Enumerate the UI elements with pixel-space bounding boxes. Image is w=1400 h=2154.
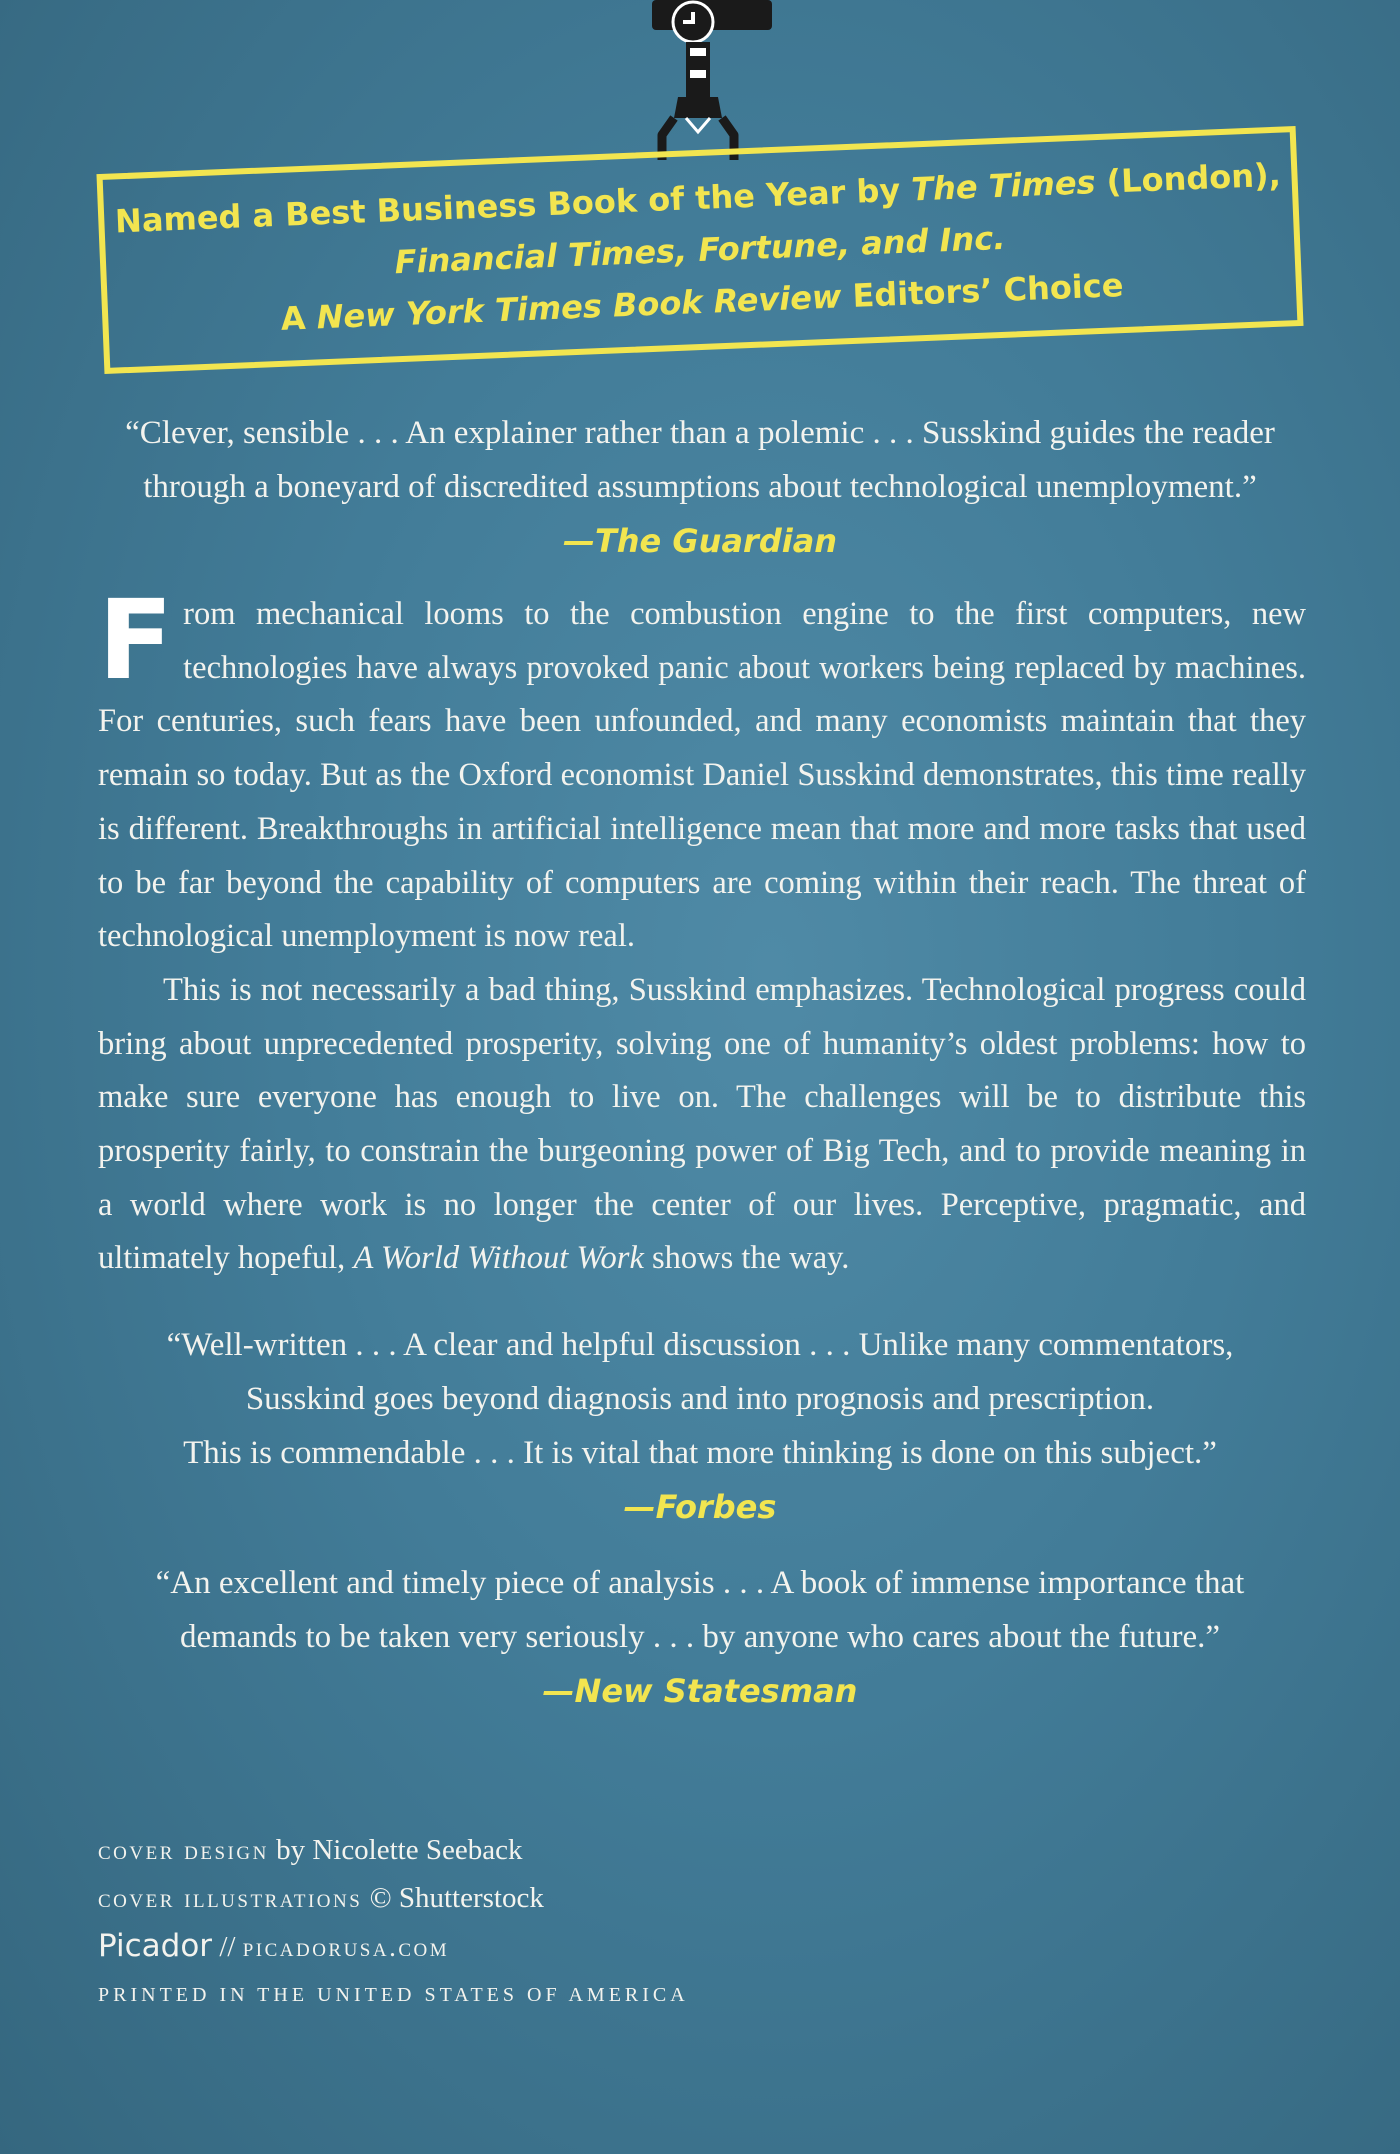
book-title: A World Without Work — [353, 1240, 644, 1277]
separator: // — [212, 1931, 243, 1963]
quote-line: through a boneyard of discredited assumptions about technological unemployment.” — [143, 469, 1257, 505]
cover-illustrations-credit — [98, 1874, 689, 1922]
quote-line: “Well-written . . . A clear and helpful discussion . . . Unlike many commentators, — [166, 1327, 1234, 1363]
robot-claw-illustration — [648, 0, 778, 165]
award-line-3-italic: New York Times Book Review — [315, 277, 843, 337]
award-line-3-text: A — [280, 298, 318, 338]
award-line-1-text: Named a Best Business Book of the Year by — [114, 170, 913, 241]
cover-design-credit — [98, 1826, 689, 1874]
description-paragraph-1 — [98, 576, 1306, 964]
award-line-1-italic: The Times — [910, 163, 1097, 209]
paragraph-text: rom mechanical looms to the combustion engine to the first computers, new technologies have always provoked panic about workers being replaced by machines. For centuries, such fears have been unfounded, and many economists maintain that they remain so today. But as the Oxford economist Daniel Susskind demonstrates, this time really is different. Breakthroughs in artificial intelligence mean that more and more tasks that used to be far beyond the capability of computers are coming within their reach. The threat of technological unemployment is now real. — [98, 596, 1306, 955]
award-banner — [96, 126, 1303, 374]
quote-line: Susskind goes beyond diagnosis and into prognosis and prescription. — [245, 1381, 1155, 1417]
quote-line: demands to be taken very seriously . . . by anyone who cares about the future.” — [179, 1619, 1221, 1655]
review-quote-new-statesman — [90, 1556, 1310, 1718]
printed-in-usa: PRINTED IN THE UNITED STATES OF AMERICA — [98, 1984, 689, 2006]
award-line-2: Financial Times, Fortune, and Inc. — [393, 218, 1007, 282]
description-paragraph-2 — [98, 964, 1306, 1286]
quote-source: —The Guardian — [562, 522, 838, 560]
quote-line: This is commendable . . . It is vital that more thinking is done on this subject.” — [183, 1435, 1217, 1471]
review-quote-guardian — [90, 406, 1310, 568]
credit-value: by Nicolette Seeback — [268, 1834, 523, 1866]
credit-label: cover illustrations — [98, 1883, 363, 1913]
award-line-1-end: (London), — [1094, 155, 1282, 202]
credit-value: © Shutterstock — [362, 1882, 544, 1914]
book-description — [98, 576, 1306, 1286]
publisher-website: picadorusa.com — [242, 1932, 450, 1962]
cover-credits — [98, 1826, 689, 2019]
paragraph-text: This is not necessarily a bad thing, Susskind emphasizes. Technological progress could bring about unprecedented prosperity, solving one of humanity’s oldest problems: how to make sure everyone has enough to live on. The challenges will be to distribute this prosperity fairly, to constrain the burgeoning power of Big Tech, and to provide meaning in a world where work is no longer the center of our lives. Perceptive, pragmatic, and ultimately hopeful, — [98, 971, 1306, 1277]
drop-cap: F — [98, 576, 174, 704]
quote-line: “An excellent and timely piece of analysis . . . A book of immense importance that — [155, 1565, 1245, 1601]
credit-label: cover design — [98, 1835, 269, 1865]
award-line-3-end: Editors’ Choice — [840, 266, 1125, 316]
quote-source: —Forbes — [623, 1488, 777, 1526]
paragraph-text-end: shows the way. — [643, 1240, 850, 1277]
quote-source: —New Statesman — [542, 1672, 858, 1710]
review-quote-forbes — [90, 1318, 1310, 1534]
publisher-line — [98, 1922, 689, 1971]
publisher-logo: Picador — [98, 1928, 213, 1964]
quote-line: “Clever, sensible . . . An explainer rather than a polemic . . . Susskind guides the reader — [125, 415, 1275, 451]
